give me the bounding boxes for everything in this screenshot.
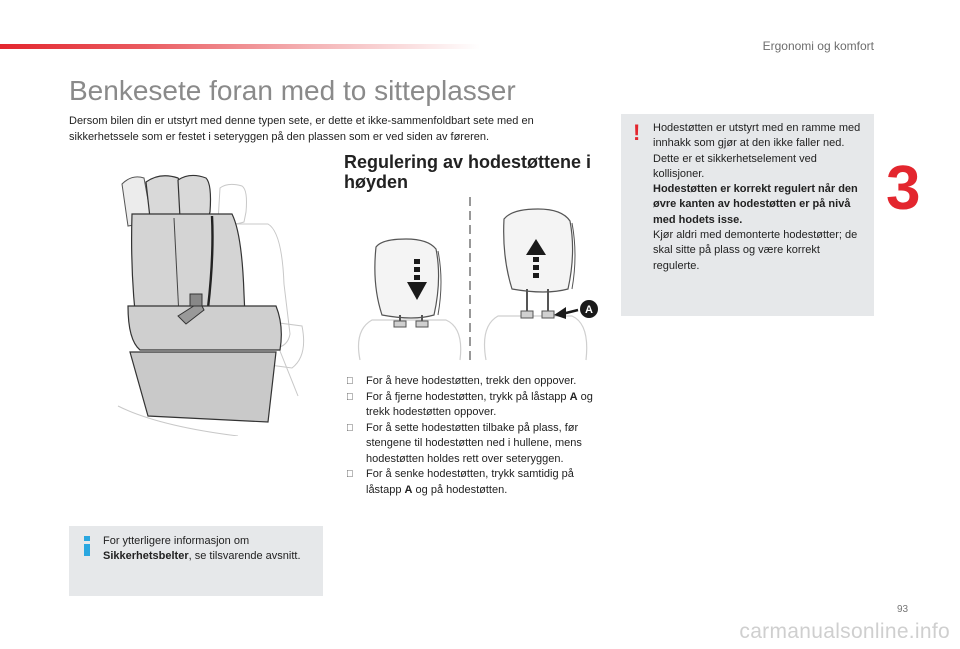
intro-paragraph: Dersom bilen din er utstyrt med denne typen sete, er dette et ikke-sammenfoldbart sete med en sikkerhetssele som er festet i seteryggen på den plassen som er ved siden av føreren. xyxy=(69,115,534,143)
bullet-icon xyxy=(346,390,354,406)
page-number: 93 xyxy=(897,604,909,615)
label-a: A xyxy=(585,304,593,316)
bullet-icon xyxy=(346,374,354,390)
bullet-icon xyxy=(346,467,354,483)
bench-seat-illustration xyxy=(108,166,308,436)
warning-box xyxy=(621,114,874,316)
page-title: Benkesete foran med to sitteplasser xyxy=(69,75,516,106)
warning-text: Hodestøtten er utstyrt med en ramme med innhakk som gjør at den ikke faller ned. Dette er et sikkerhetselement ved kollisjoner. Hodestøtten er korrekt regulert når den øvre kanten av hodestøtten er på nivå med hodets isse. Kjør aldri med demonterte hodestøtter; de skal sitte på plass og være korrekt regulerte. xyxy=(653,122,861,272)
headrest-illustration xyxy=(340,195,602,363)
list-item: For å heve hodestøtten, trekk den oppover. xyxy=(344,374,604,390)
info-box xyxy=(69,526,323,596)
chapter-number: 3 xyxy=(886,154,921,223)
section-title: Ergonomi og komfort xyxy=(762,39,874,53)
info-icon xyxy=(83,536,91,556)
header-accent-bar xyxy=(0,44,480,49)
warning-icon: ! xyxy=(633,120,641,145)
subheading: Regulering av hodestøttene i høyden xyxy=(344,152,592,192)
list-item: For å sette hodestøtten tilbake på plass, før stengene til hodestøtten ned i hullene, mens hodestøtten holdes rett over seteryggen. xyxy=(344,421,604,468)
instruction-list xyxy=(344,374,604,498)
info-text: For ytterligere informasjon om Sikkerhetsbelter, se tilsvarende avsnitt. xyxy=(103,535,301,562)
list-item: For å senke hodestøtten, trykk samtidig på låstapp A og på hodestøtten. xyxy=(344,467,604,498)
bullet-icon xyxy=(346,421,354,437)
watermark: carmanualsonline.info xyxy=(739,620,950,643)
list-item: For å fjerne hodestøtten, trykk på låstapp A og trekk hodestøtten oppover. xyxy=(344,390,604,421)
